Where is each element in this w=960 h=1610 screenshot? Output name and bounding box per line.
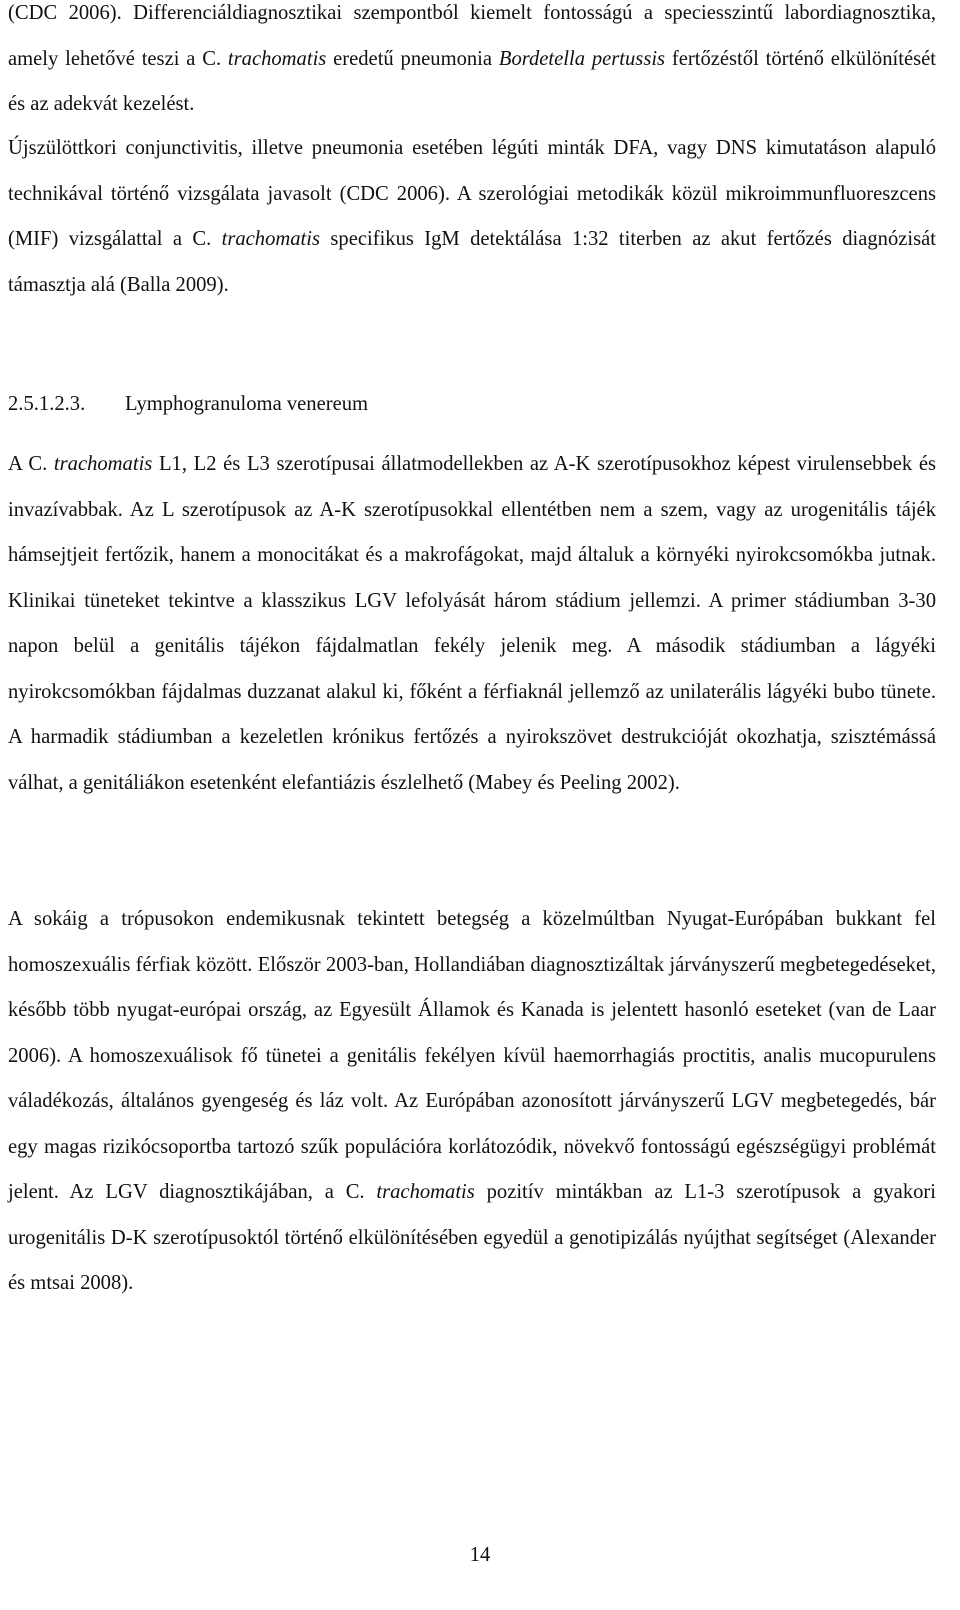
- italic-text-run: Bordetella pertussis: [498, 47, 666, 70]
- italic-text-run: trachomatis: [376, 1181, 475, 1203]
- section-number: 2.5.1.2.3.: [8, 393, 86, 415]
- italic-text-run: trachomatis: [221, 228, 321, 250]
- text-run: eredetű pneumonia: [326, 47, 499, 70]
- paragraph-differential-diagnosis: [8, 0, 936, 128]
- text-run: fertőzéstől történő elkülönítését és az adekvát kezelést.: [8, 47, 936, 115]
- text-run: (CDC 2006). Differenciáldiagnosztikai szempontból kiemelt fontosságú a speciesszintű labordiagnosztika, amely lehetővé teszi a C.: [8, 2, 936, 70]
- text-run: pozitív mintákban az L1-3 szerotípusok a gyakori urogenitális D-K szerotípusoktól történő elkülönítésében egyedül a genotipizálás nyújthat segítséget (Alexander és mtsai 2008).: [8, 1181, 936, 1294]
- italic-text-run: trachomatis: [227, 47, 327, 70]
- text-run: specifikus IgM detektálása 1:32 titerben az akut fertőzés diagnózisát támasztja alá (Balla 2009).: [8, 228, 936, 296]
- paragraph-neonatal-diagnostics: [8, 126, 936, 308]
- italic-text-run: trachomatis: [53, 453, 153, 475]
- section-heading: [8, 382, 936, 428]
- text-run: L1, L2 és L3 szerotípusai állatmodellekben az A-K szerotípusokhoz képest virulensebbek és invazívabbak. Az L szerotípusok az A-K szerotípusokkal ellentétben nem a szem, vagy az urogenitális tájék hámsejtjeit fertőzik, hanem a monocitákat és a makrofágokat, majd általuk a környéki nyirokcsomókba jutnak. Klinikai tüneteket tekintve a klasszikus LGV lefolyását három stádium jellemzi. A primer stádiumban 3-30 napon belül a genitális tájékon fájdalmatlan fekély jelenik meg. A második stádiumban a lágyéki nyirokcsomókban fájdalmas duzzanat alakul ki, főként a férfiaknál jellemző az unilaterális lágyéki bubo tünete. A harmadik stádiumban a kezeletlen krónikus fertőzés a nyirokszövet destrukcióját okozhatja, szisztémássá válhat, a genitáliákon esetenként elefantiázis észlelhető (Mabey és Peeling 2002).: [8, 453, 936, 794]
- text-run: Újszülöttkori conjunctivitis, illetve pneumonia esetében légúti minták DFA, vagy DNS kimutatáson alapuló technikával történő vizsgálata javasolt (CDC 2006). A szerológiai metodikák közül mikroimmunfluoreszcens (MIF) vizsgálattal a C.: [8, 137, 936, 250]
- paragraph-lgv-epidemiology: [8, 897, 936, 1307]
- page-number: 14: [469, 1544, 491, 1566]
- text-run: A C.: [8, 453, 54, 475]
- section-title: Lymphogranuloma venereum: [125, 393, 369, 415]
- text-run: A sokáig a trópusokon endemikusnak tekintett betegség a közelmúltban Nyugat-Európában bukkant fel homoszexuális férfiak között. Először 2003-ban, Hollandiában diagnosztizáltak járványszerű megbetegedéseket, később több nyugat-európai ország, az Egyesült Államok és Kanada is jelentett hasonló eseteket (van de Laar 2006). A homoszexuálisok fő tünetei a genitális fekélyen kívül haemorrhagiás proctitis, analis mucopurulens váladékozás, általános gyengeség és láz volt. Az Európában azonosított járványszerű LGV megbetegedés, bár egy magas rizikócsoportba tartozó szűk populációra korlátozódik, növekvő fontosságú egészségügyi problémát jelent. Az LGV diagnosztikájában, a C.: [8, 908, 936, 1203]
- paragraph-lgv-serotypes: [8, 442, 936, 806]
